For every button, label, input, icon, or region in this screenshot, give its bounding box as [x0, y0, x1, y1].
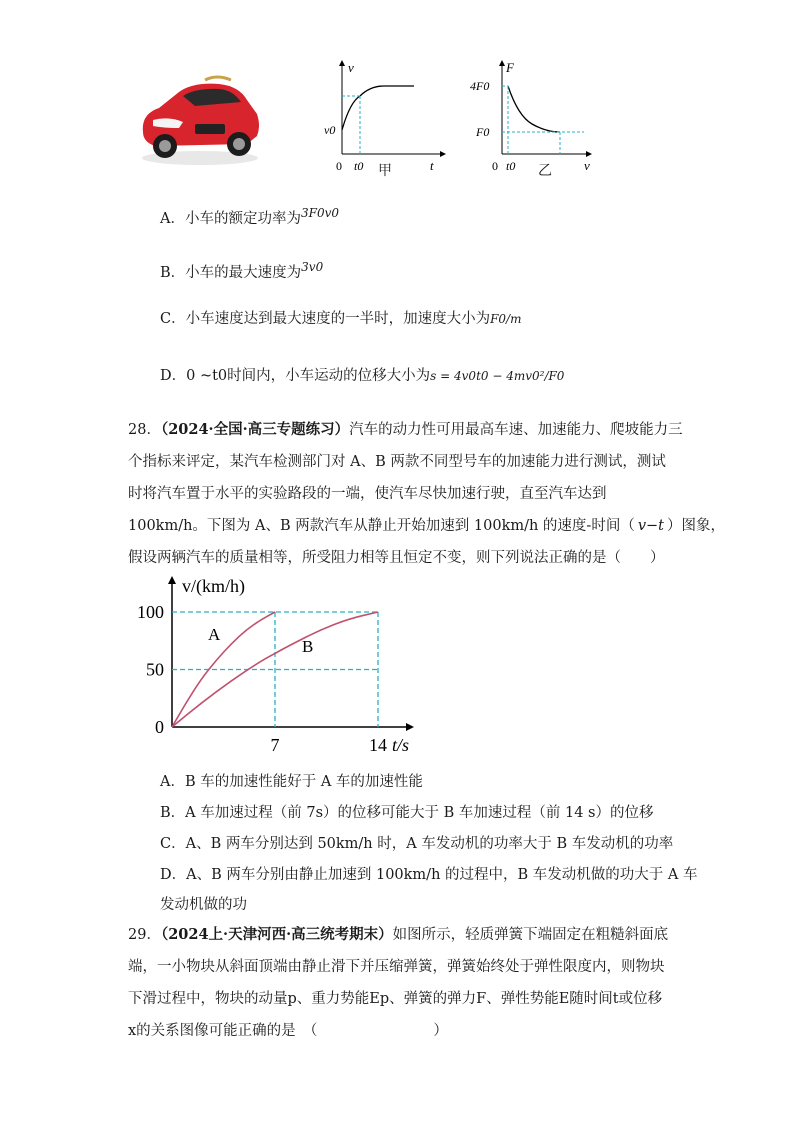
q28-line-5: 假设两辆汽车的质量相等，所受阻力相等且恒定不变，则下列说法正确的是（ ） — [128, 550, 665, 566]
q28-line-4 — [128, 516, 725, 536]
q27-option-a-formula: 3F0v0 — [300, 206, 339, 220]
q28-line-2: 个指标来评定，某汽车检测部门对 A、B 两款不同型号车的加速能力进行测试，测试 — [128, 454, 666, 470]
yi-x-tick: t0 — [506, 159, 516, 173]
toy-car-image — [135, 70, 265, 170]
q29-line-1 — [128, 925, 668, 945]
x-axis-label: t/s — [392, 735, 410, 755]
jia-x-label: t — [430, 158, 434, 173]
q28-option-d: D．A、B 两车分别由静止加速到 100km/h 的过程中，B 车发动机做的功大于 A 车 — [160, 867, 698, 883]
x-axis-arrow — [406, 723, 414, 731]
q28-option-b: B．A 车加速过程（前 7s）的位移可能大于 B 车加速过程（前 14 s）的位移 — [160, 805, 654, 821]
q27-option-c — [160, 309, 521, 329]
x-tick-7: 7 — [270, 735, 280, 755]
q27-option-d-text: D．0 ~t0时间内，小车运动的位移大小为 — [160, 368, 431, 384]
q28-text-4b: ）图象， — [667, 518, 726, 534]
q28-option-d-cont: 发动机做的功 — [160, 897, 247, 913]
vt-chart — [130, 572, 420, 762]
y-tick-0: 0 — [155, 717, 164, 737]
q29-number: 29． — [128, 927, 161, 943]
q29-source: （2024上·天津河西·高三统考期末） — [160, 926, 393, 943]
q28-number: 28． — [128, 422, 161, 438]
yi-y-tick-top: 4F0 — [470, 79, 490, 93]
q29-text-1: 如图所示，轻质弹簧下端固定在粗糙斜面底 — [392, 927, 669, 943]
q27-option-a-text: A．小车的额定功率为 — [160, 210, 301, 227]
graph-yi-caption: 乙 — [538, 163, 552, 179]
y-axis-arrow — [168, 576, 176, 584]
q27-option-a — [160, 203, 339, 229]
yi-x-label: v — [584, 158, 590, 173]
q28-option-c: C．A、B 两车分别达到 50km/h 时，A 车发动机的功率大于 B 车发动机的功率 — [160, 836, 674, 852]
q28-option-a: A．B 车的加速性能好于 A 车的加速性能 — [160, 774, 423, 790]
q28-text-4: 100km/h。下图为 A、B 两款汽车从静止开始加速到 100km/h 的速度-时间（ — [128, 518, 635, 534]
graph-yi — [466, 58, 596, 178]
q28-source: （2024·全国·高三专题练习） — [160, 421, 350, 438]
q28-text-1: 汽车的动力性可用最高车速、加速能力、爬坡能力三 — [349, 422, 683, 438]
jia-y-label: v — [348, 60, 354, 75]
q28-vt-symbol: v−t — [637, 518, 665, 534]
y-tick-50: 50 — [146, 659, 164, 680]
yi-y-tick-low: F0 — [476, 125, 490, 139]
yi-origin: 0 — [492, 159, 498, 173]
q27-option-d — [160, 366, 564, 386]
q29-line-2: 端，一小物块从斜面顶端由静止滑下并压缩弹簧，弹簧始终处于弹性限度内，则物块 — [128, 959, 665, 975]
jia-x-tick: t0 — [354, 159, 364, 173]
q28-line-1 — [128, 420, 683, 440]
q27-option-b — [160, 257, 323, 283]
jia-origin: 0 — [336, 159, 342, 173]
x-tick-14: 14 — [369, 735, 387, 755]
q29-line-3: 下滑过程中，物块的动量p、重力势能Ep、弹簧的弹力F、弹性势能E随时间t或位移 — [128, 991, 663, 1007]
y-axis-label: v/(km/h) — [182, 576, 245, 596]
y-tick-100: 100 — [137, 602, 164, 622]
yi-y-label: F — [506, 60, 514, 75]
q27-option-b-text: B．小车的最大速度为 — [160, 264, 302, 281]
q27-option-b-formula: 3v0 — [301, 260, 324, 274]
q27-option-c-formula: F0/m — [490, 312, 522, 326]
series-A-label: A — [208, 625, 221, 644]
q28-line-3: 时将汽车置于水平的实验路段的一端，使汽车尽快加速行驶，直至汽车达到 — [128, 486, 607, 502]
series-B-label: B — [302, 637, 314, 656]
jia-y-tick: v0 — [324, 123, 336, 137]
graph-jia-caption: 甲 — [378, 163, 392, 179]
q27-option-c-text: C．小车速度达到最大速度的一半时，加速度大小为 — [160, 311, 491, 327]
q27-option-d-formula: s = 4v0t0 − 4mv0²/F0 — [430, 369, 565, 383]
q29-line-4: x的关系图像可能正确的是 （ ） — [128, 1023, 448, 1039]
